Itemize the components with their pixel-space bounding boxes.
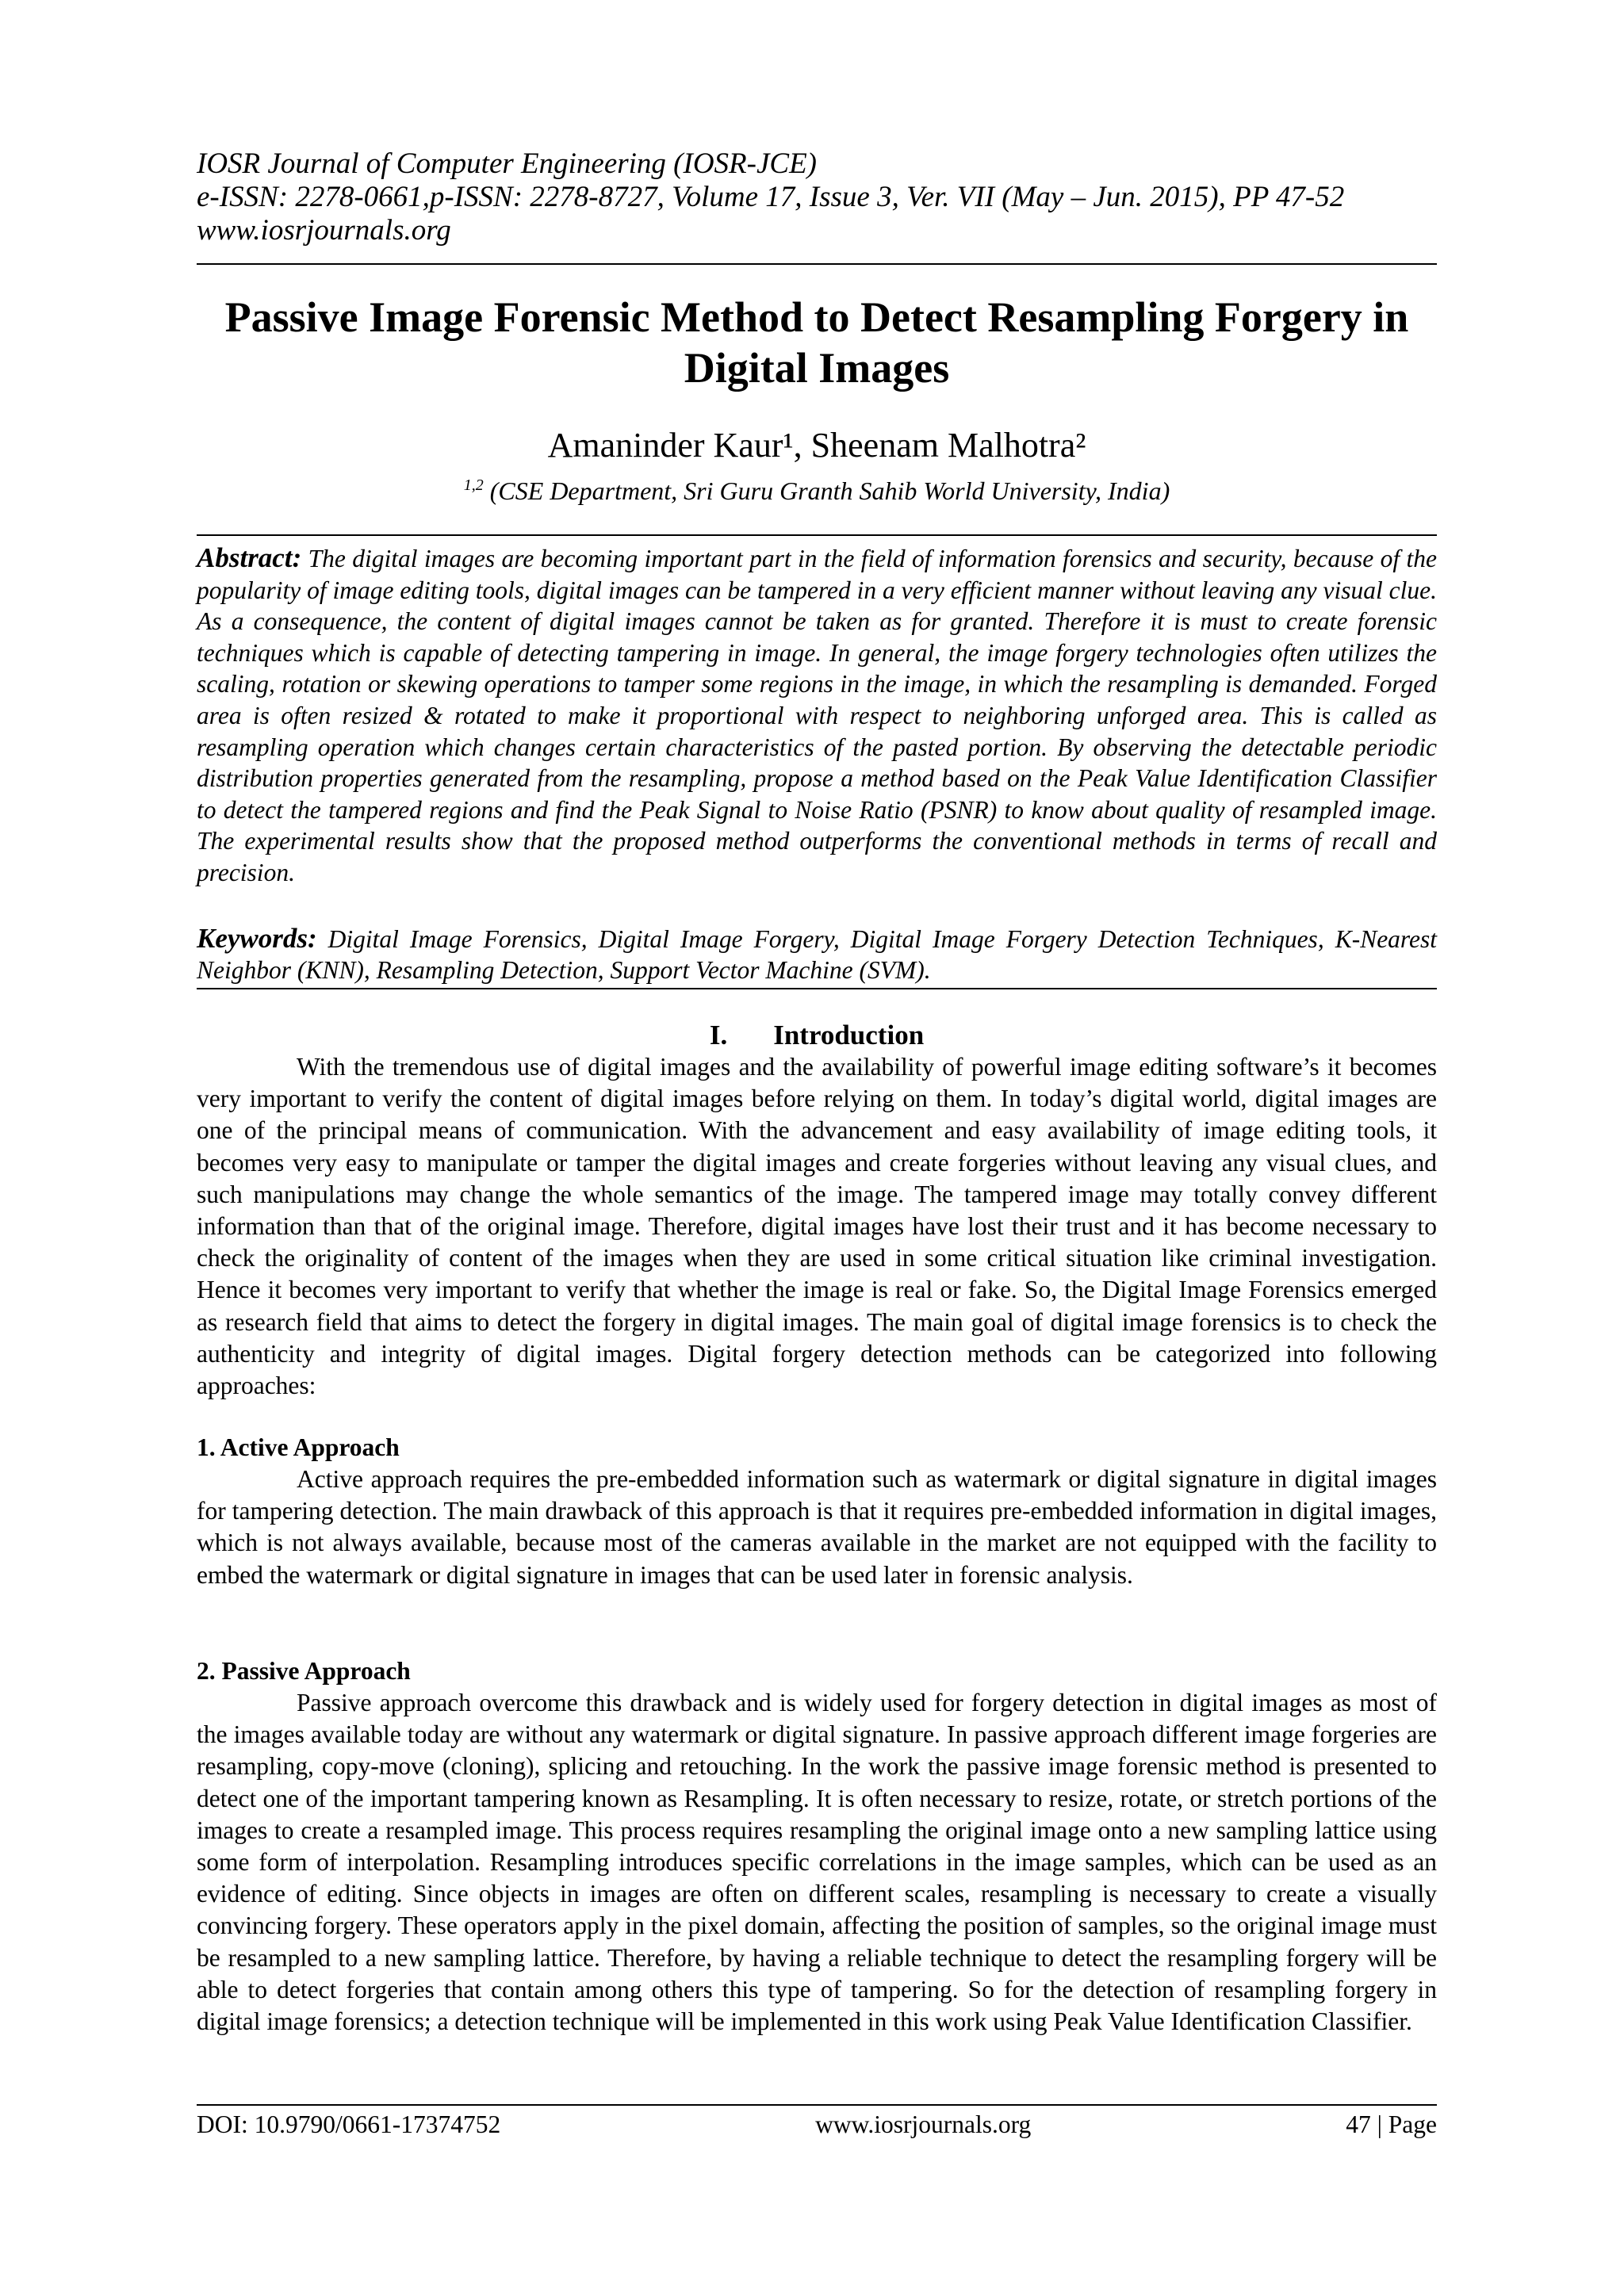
journal-website: www.iosrjournals.org (197, 214, 451, 247)
footer-website: www.iosrjournals.org (815, 2110, 1032, 2138)
section-title: Introduction (773, 1020, 925, 1050)
title-line-1: Passive Image Forensic Method to Detect Resampling Forgery in (224, 293, 1409, 341)
subsection-heading-passive: 2. Passive Approach (197, 1657, 411, 1685)
active-approach-body (197, 1464, 1437, 1591)
abstract (197, 542, 1437, 889)
header-divider (197, 263, 1437, 265)
affiliation-superscript: 1,2 (463, 476, 484, 494)
introduction-body (197, 1051, 1437, 1402)
page-footer (197, 2109, 1437, 2141)
footer-doi: DOI: 10.9790/0661-17374752 (197, 2110, 501, 2138)
authors: Amaninder Kaur¹, Sheenam Malhotra² (547, 426, 1086, 465)
abstract-bottom-divider (197, 988, 1437, 989)
active-approach-paragraph: Active approach requires the pre-embedded information such as watermark or digital signature in digital images for tampering detection. The main drawback of this approach is that it requires pre-embedded information in digital images, which is not always available, because most of the cameras available in the market are not equipped with the facility to embed the watermark or digital signature in images that can be used later in forensic analysis. (197, 1465, 1437, 1589)
passive-approach-paragraph: Passive approach overcome this drawback and is widely used for forgery detection in digital images as most of the images available today are without any watermark or digital signature. In passive approach different image forgeries are resampling, copy-move (cloning), splicing and retouching. In the work the passive image forensic method is presented to detect one of the important tampering known as Resampling. It is often necessary to resize, rotate, or stretch portions of the images to create a resampled image. This process requires resampling the original image onto a new sampling lattice using some form of interpolation. Resampling introduces specific correlations in the image samples, which can be used as an evidence of editing. Since objects in images are often on different scales, resampling is necessary to create a visually convincing forgery. These operators apply in the pixel domain, affecting the position of samples, so the original image must be resampled to a new sampling lattice. Therefore, by having a reliable technique to detect the resampling forgery will be able to detect forgeries that contain among others this type of tampering. So for the detection of resampling forgery in digital image forensics; a detection technique will be implemented in this work using Peak Value Identification Classifier. (197, 1689, 1437, 2036)
affiliation-text: (CSE Department, Sri Guru Granth Sahib World University, India) (489, 476, 1170, 505)
keywords-text: Digital Image Forensics, Digital Image Forgery, Digital Image Forgery Detection Techniques, K-Nearest Neighbor (KNN), Resampling Detection, Support Vector Machine (SVM). (197, 925, 1438, 984)
footer-page-number: 47 | Page (1346, 2110, 1437, 2138)
affiliation (197, 469, 1437, 507)
paper-title (197, 292, 1437, 393)
abstract-text: The digital images are becoming important part in the field of information forensics and security, because of the popularity of image editing tools, digital images can be tampered in a very efficient manner without leaving any visual clue. As a consequence, the content of digital images cannot be taken as for granted. Therefore it is must to create forensic techniques which is capable of detecting tampering in image. In general, the image forgery technologies often utilizes the scaling, rotation or skewing operations to tamper some regions in the image, in which the resampling is demanded. Forged area is often resized & rotated to make it proportional with respect to neighboring unforged area. This is called as resampling operation which changes certain characteristics of the pasted portion. By observing the detectable periodic distribution properties generated from the resampling, propose a method based on the Peak Value Identification Classifier to detect the tampered regions and find the Peak Signal to Noise Ratio (PSNR) to know about quality of resampled image. The experimental results show that the proposed method outperforms the conventional methods in terms of recall and precision. (197, 545, 1438, 886)
section-heading-introduction (197, 1020, 1437, 1051)
abstract-label: Abstract: (197, 542, 302, 573)
passive-approach-body (197, 1687, 1437, 2038)
keywords (197, 923, 1437, 985)
abstract-top-divider (197, 534, 1437, 536)
keywords-label: Keywords: (197, 923, 317, 954)
introduction-paragraph: With the tremendous use of digital images and the availability of powerful image editing software’s it becomes very important to verify the content of digital images before relying on them. In today’s digital world, digital images are one of the principal means of communication. With the advancement and easy availability of image editing tools, it becomes very easy to manipulate or tamper the digital images and create forgeries without leaving any visual clues, and such manipulations may change the whole semantics of the image. The tampered image may totally convey different information than that of the original image. Therefore, digital images have lost their trust and it has become necessary to check the originality of content of the images when they are used in some critical situation like criminal investigation. Hence it becomes very important to verify that whether the image is real or fake. So, the Digital Image Forensics emerged as research field that aims to detect the forgery in digital images. The main goal of digital image forensics is to check the authenticity and integrity of digital images. Digital forgery detection methods can be categorized into following approaches: (197, 1053, 1437, 1400)
footer-divider (197, 2104, 1437, 2106)
title-line-2: Digital Images (684, 344, 950, 392)
subsection-heading-active: 1. Active Approach (197, 1433, 400, 1461)
issn-line: e-ISSN: 2278-0661,p-ISSN: 2278-8727, Volume 17, Issue 3, Ver. VII (May – Jun. 2015), PP 47-52 (197, 181, 1345, 213)
journal-header (197, 147, 1437, 247)
journal-name: IOSR Journal of Computer Engineering (IOSR-JCE) (197, 147, 817, 180)
section-number: I. (709, 1020, 728, 1050)
